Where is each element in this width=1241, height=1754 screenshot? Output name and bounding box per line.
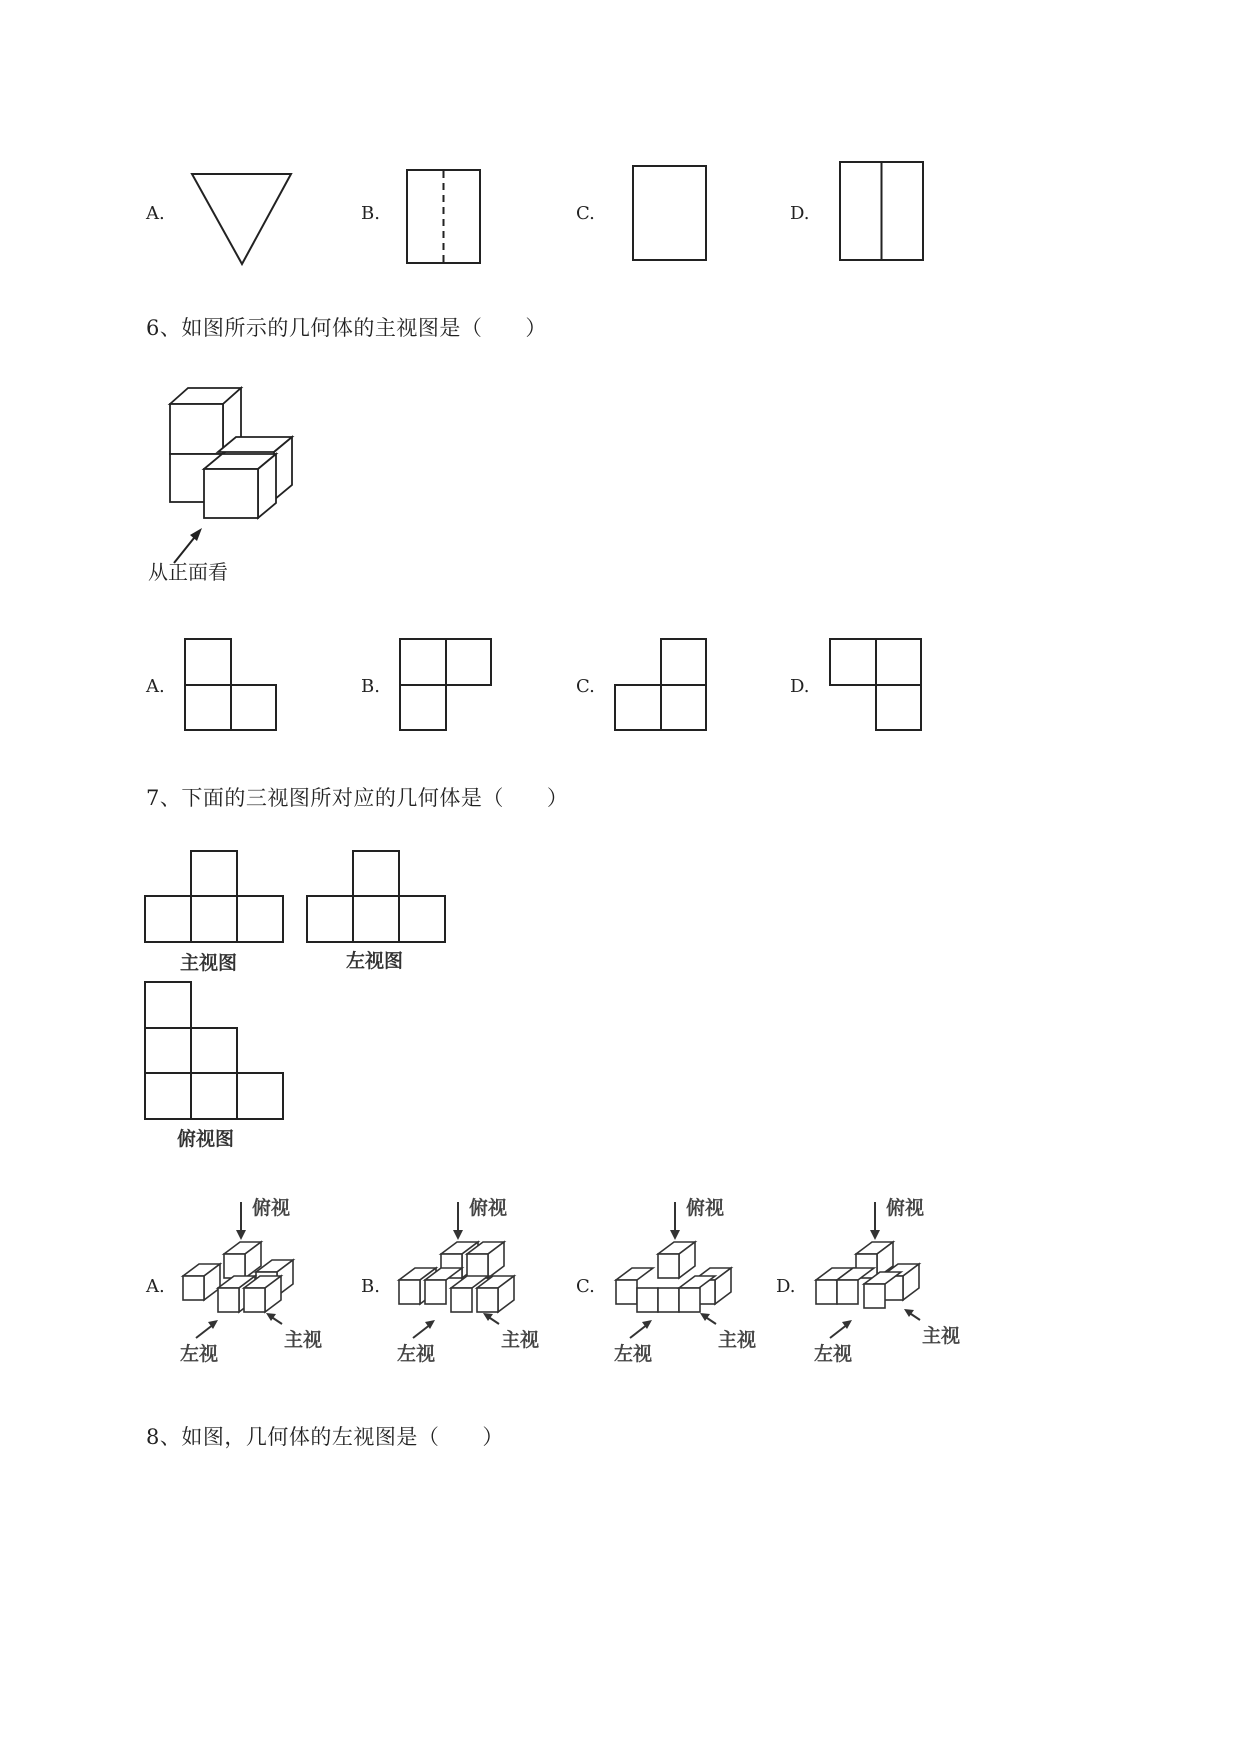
q7-left-view — [306, 850, 448, 944]
q6-figure-label: 从正面看 — [148, 560, 228, 584]
q5-option-a-label[interactable]: A. — [146, 203, 165, 224]
q5-option-a-figure — [190, 172, 294, 266]
q6-option-b-figure — [399, 638, 493, 732]
q7-a-dir-front: 主视 — [284, 1329, 323, 1351]
q7-a-dir-top: 俯视 — [252, 1197, 291, 1219]
q7-top-view — [144, 981, 286, 1121]
q6-option-c-label[interactable]: C. — [576, 676, 595, 697]
q7-b-dir-front: 主视 — [501, 1329, 540, 1351]
q6-option-a-label[interactable]: A. — [146, 676, 165, 697]
q6-option-d-label[interactable]: D. — [790, 676, 810, 697]
q7-b-dir-top: 俯视 — [469, 1197, 508, 1219]
q8-question-text: 8、如图，几何体的左视图是（ ） — [146, 1425, 504, 1449]
q7-option-d-figure — [812, 1196, 972, 1366]
q6-option-d-figure — [829, 638, 923, 732]
q7-option-c-label[interactable]: C. — [576, 1276, 595, 1297]
q7-option-a-figure — [178, 1196, 338, 1366]
q6-question-text: 6、如图所示的几何体的主视图是（ ） — [146, 316, 547, 340]
q7-top-view-caption: 俯视图 — [177, 1128, 235, 1150]
q7-option-d-label[interactable]: D. — [776, 1276, 796, 1297]
q6-option-b-label[interactable]: B. — [361, 676, 380, 697]
q7-option-b-label[interactable]: B. — [361, 1276, 380, 1297]
q7-d-dir-left: 左视 — [814, 1343, 853, 1365]
q5-option-c-label[interactable]: C. — [576, 203, 595, 224]
q7-left-view-caption: 左视图 — [346, 950, 404, 972]
q7-c-dir-front: 主视 — [718, 1329, 757, 1351]
q5-option-d-label[interactable]: D. — [790, 203, 810, 224]
q7-d-dir-top: 俯视 — [886, 1197, 925, 1219]
q6-cube-figure — [146, 385, 306, 585]
q7-question-text: 7、下面的三视图所对应的几何体是（ ） — [146, 786, 569, 810]
q7-option-c-figure — [612, 1196, 772, 1366]
q5-option-d-figure — [839, 161, 925, 262]
q7-a-dir-left: 左视 — [180, 1343, 219, 1365]
q5-option-b-label[interactable]: B. — [361, 203, 380, 224]
q7-front-view — [144, 850, 286, 944]
q7-option-a-label[interactable]: A. — [146, 1276, 165, 1297]
q7-c-dir-top: 俯视 — [686, 1197, 725, 1219]
q5-option-c-figure — [632, 165, 708, 262]
q7-b-dir-left: 左视 — [397, 1343, 436, 1365]
q7-front-view-caption: 主视图 — [180, 952, 238, 974]
q6-option-a-figure — [184, 638, 278, 732]
q7-d-dir-front: 主视 — [922, 1325, 961, 1347]
q6-option-c-figure — [614, 638, 708, 732]
q7-c-dir-left: 左视 — [614, 1343, 653, 1365]
q5-option-b-figure — [406, 169, 482, 265]
q7-option-b-figure — [395, 1196, 555, 1366]
